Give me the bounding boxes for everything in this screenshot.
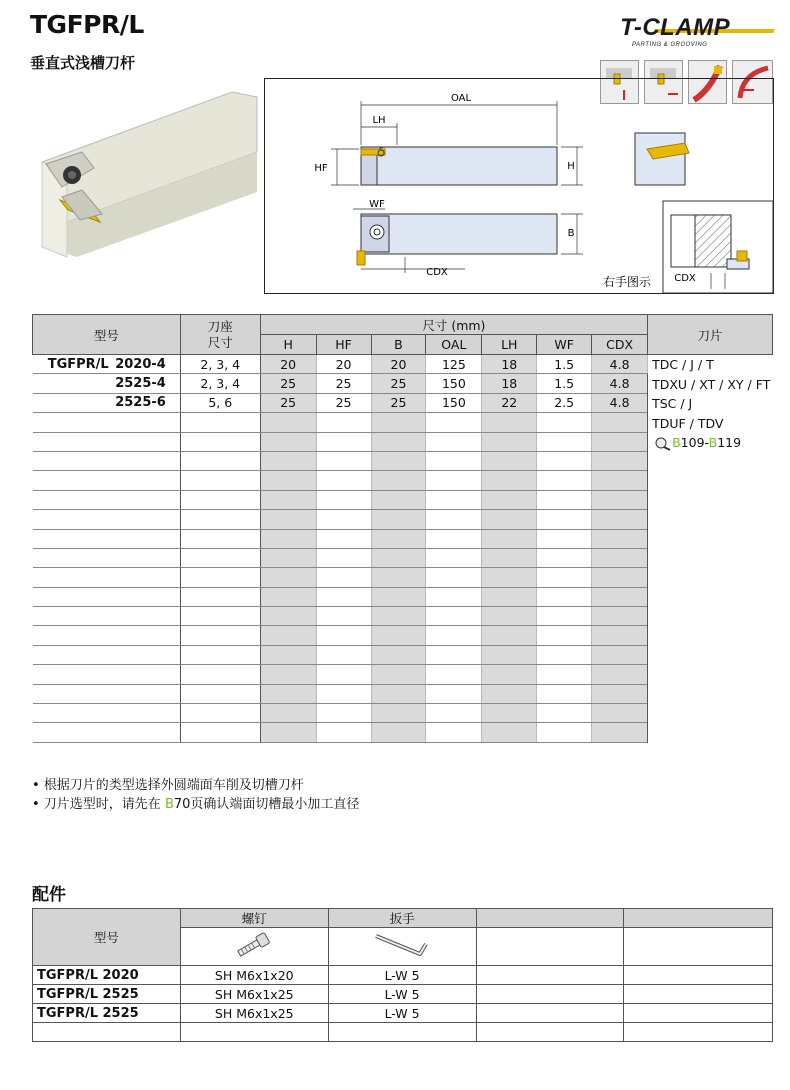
dim-cell-cdx: 4.8 bbox=[592, 355, 648, 374]
acc-wrench-cell: L-W 5 bbox=[328, 966, 476, 985]
logo-text: T-CLAMP bbox=[620, 14, 731, 41]
dim-cell-cdx bbox=[592, 568, 648, 587]
dim-cell-h bbox=[260, 510, 316, 529]
table-row bbox=[33, 966, 773, 985]
dim-cell-h bbox=[260, 723, 316, 742]
dim-cell-wf: 2.5 bbox=[537, 393, 592, 412]
acc-header-wrench: 扳手 bbox=[328, 909, 476, 928]
dim-cell-lh bbox=[482, 587, 537, 606]
dim-cell-oal bbox=[426, 451, 482, 470]
acc-wrench-cell: L-W 5 bbox=[328, 985, 476, 1004]
dim-cell-lh bbox=[482, 510, 537, 529]
acc-empty-cell bbox=[476, 1023, 624, 1042]
dim-cell-cdx bbox=[592, 645, 648, 664]
dim-cell-wf bbox=[537, 723, 592, 742]
model-cell bbox=[33, 529, 181, 548]
wrench-image-cell bbox=[328, 928, 476, 966]
acc-empty-cell bbox=[624, 1004, 773, 1023]
dim-cell-cdx bbox=[592, 510, 648, 529]
dim-cell-b: 20 bbox=[371, 355, 426, 374]
dim-cell-cdx: 4.8 bbox=[592, 393, 648, 412]
model-cell bbox=[33, 684, 181, 703]
dim-cell-h: 20 bbox=[260, 355, 316, 374]
dim-cell-cdx bbox=[592, 548, 648, 567]
dimension-diagram bbox=[264, 78, 774, 294]
header-model: 型号 bbox=[33, 315, 181, 355]
dim-cell-h bbox=[260, 665, 316, 684]
dim-cell-cdx bbox=[592, 490, 648, 509]
dim-cell-oal bbox=[426, 723, 482, 742]
holder-size-cell bbox=[180, 587, 260, 606]
acc-empty-cell bbox=[624, 966, 773, 985]
note-2: • 刀片选型时，请先在 B70页确认端面切槽最小加工直径 bbox=[32, 797, 360, 812]
dim-cell-h bbox=[260, 645, 316, 664]
dim-cell-wf bbox=[537, 510, 592, 529]
header-dim-cdx: CDX bbox=[592, 335, 648, 355]
diagram-caption: 右手图示 bbox=[602, 275, 652, 289]
dim-cell-wf bbox=[537, 548, 592, 567]
hex-wrench-icon bbox=[372, 930, 432, 960]
insert-list-cell bbox=[648, 355, 773, 743]
dim-cell-h: 25 bbox=[260, 393, 316, 412]
acc-header-empty-2 bbox=[624, 909, 773, 928]
dim-cell-cdx bbox=[592, 529, 648, 548]
dim-cell-wf bbox=[537, 432, 592, 451]
header-dim-b: B bbox=[371, 335, 426, 355]
dim-cell-h bbox=[260, 587, 316, 606]
brand-logo bbox=[614, 14, 774, 48]
table-row bbox=[33, 1023, 773, 1042]
dim-cell-wf bbox=[537, 451, 592, 470]
dim-cell-hf bbox=[316, 548, 371, 567]
dim-cell-hf bbox=[316, 684, 371, 703]
holder-size-cell bbox=[180, 510, 260, 529]
dim-cell-lh bbox=[482, 626, 537, 645]
model-cell: 2525-4 bbox=[33, 374, 181, 393]
dim-cell-hf bbox=[316, 645, 371, 664]
dim-cell-oal: 125 bbox=[426, 355, 482, 374]
dim-cell-lh bbox=[482, 607, 537, 626]
dim-cell-b bbox=[371, 432, 426, 451]
dim-cell-b bbox=[371, 490, 426, 509]
dim-cell-cdx bbox=[592, 723, 648, 742]
dim-cell-h bbox=[260, 413, 316, 432]
acc-model-cell: TGFPR/L 2020 bbox=[33, 966, 181, 985]
model-cell bbox=[33, 645, 181, 664]
dim-cell-h bbox=[260, 548, 316, 567]
dim-cell-b bbox=[371, 684, 426, 703]
acc-header-screw: 螺钉 bbox=[180, 909, 328, 928]
header-dimensions: 尺寸 (mm) bbox=[260, 315, 647, 335]
header-dim-oal: OAL bbox=[426, 335, 482, 355]
dim-cell-hf bbox=[316, 529, 371, 548]
accessories-table bbox=[32, 908, 773, 1042]
dim-cell-wf bbox=[537, 645, 592, 664]
dim-cell-lh bbox=[482, 548, 537, 567]
dim-cell-cdx bbox=[592, 432, 648, 451]
dim-cell-cdx bbox=[592, 471, 648, 490]
acc-empty-cell bbox=[624, 985, 773, 1004]
dim-cell-lh bbox=[482, 471, 537, 490]
dim-cell-hf bbox=[316, 626, 371, 645]
dim-cell-cdx bbox=[592, 451, 648, 470]
dim-cell-h bbox=[260, 471, 316, 490]
holder-size-cell bbox=[180, 665, 260, 684]
insert-type: TDXU / XT / XY / FT bbox=[652, 376, 771, 392]
dim-cell-hf bbox=[316, 451, 371, 470]
dim-cell-b bbox=[371, 471, 426, 490]
dim-cell-b bbox=[371, 548, 426, 567]
acc-model-cell bbox=[33, 1023, 181, 1042]
logo-subtext: PARTING & GROOVING bbox=[632, 42, 708, 48]
dim-cell-h bbox=[260, 626, 316, 645]
label-cdx: CDX bbox=[426, 267, 448, 278]
screw-icon bbox=[229, 930, 279, 960]
dim-cell-hf: 25 bbox=[316, 393, 371, 412]
product-photo bbox=[32, 82, 262, 262]
dim-cell-hf: 20 bbox=[316, 355, 371, 374]
model-cell bbox=[33, 568, 181, 587]
label-oal: OAL bbox=[450, 93, 472, 104]
dim-cell-lh bbox=[482, 704, 537, 723]
header-dim-wf: WF bbox=[537, 335, 592, 355]
holder-size-cell bbox=[180, 607, 260, 626]
dim-cell-oal bbox=[426, 510, 482, 529]
dim-cell-b: 25 bbox=[371, 393, 426, 412]
header-insert: 刀片 bbox=[648, 315, 773, 355]
dim-cell-oal bbox=[426, 587, 482, 606]
holder-size-cell bbox=[180, 645, 260, 664]
insert-type: TSC / J bbox=[652, 396, 693, 411]
dim-cell-lh bbox=[482, 529, 537, 548]
dim-cell-wf bbox=[537, 413, 592, 432]
model-cell bbox=[33, 471, 181, 490]
screw-image-cell bbox=[180, 928, 328, 966]
dim-cell-hf bbox=[316, 587, 371, 606]
acc-screw-cell: SH M6x1x20 bbox=[180, 966, 328, 985]
model-cell bbox=[33, 432, 181, 451]
holder-size-cell bbox=[180, 704, 260, 723]
page-subtitle: 垂直式浅槽刀杆 bbox=[30, 54, 136, 72]
dim-cell-lh bbox=[482, 413, 537, 432]
dim-cell-oal bbox=[426, 684, 482, 703]
dim-cell-lh: 18 bbox=[482, 374, 537, 393]
dim-cell-hf bbox=[316, 413, 371, 432]
dim-cell-lh: 22 bbox=[482, 393, 537, 412]
label-wf: WF bbox=[369, 199, 385, 210]
label-h: H bbox=[567, 161, 575, 172]
dim-cell-lh bbox=[482, 645, 537, 664]
acc-screw-cell: SH M6x1x25 bbox=[180, 1004, 328, 1023]
dim-cell-lh bbox=[482, 568, 537, 587]
model-cell: 2525-6 bbox=[33, 393, 181, 412]
acc-model-cell: TGFPR/L 2525 bbox=[33, 985, 181, 1004]
dim-cell-cdx bbox=[592, 684, 648, 703]
dim-cell-b bbox=[371, 626, 426, 645]
dim-cell-lh bbox=[482, 723, 537, 742]
model-cell bbox=[33, 587, 181, 606]
dim-cell-oal bbox=[426, 704, 482, 723]
holder-size-cell bbox=[180, 413, 260, 432]
dim-cell-b bbox=[371, 665, 426, 684]
holder-size-cell: 2, 3, 4 bbox=[180, 374, 260, 393]
dim-cell-cdx bbox=[592, 626, 648, 645]
dim-cell-hf: 25 bbox=[316, 374, 371, 393]
dim-cell-cdx bbox=[592, 665, 648, 684]
dim-cell-oal bbox=[426, 607, 482, 626]
dim-cell-h bbox=[260, 607, 316, 626]
acc-screw-cell bbox=[180, 1023, 328, 1042]
dim-cell-oal bbox=[426, 490, 482, 509]
dim-cell-oal bbox=[426, 568, 482, 587]
dim-cell-oal bbox=[426, 432, 482, 451]
acc-header-model: 型号 bbox=[33, 909, 181, 966]
acc-wrench-cell bbox=[328, 1023, 476, 1042]
notes bbox=[32, 776, 359, 814]
dim-cell-wf: 1.5 bbox=[537, 374, 592, 393]
label-cdx-inset: CDX bbox=[674, 273, 696, 284]
page-ref-letter[interactable]: B bbox=[164, 797, 174, 812]
table-row bbox=[33, 1004, 773, 1023]
dim-cell-cdx bbox=[592, 704, 648, 723]
insert-type: TDC / J / T bbox=[652, 357, 714, 372]
model-cell bbox=[33, 510, 181, 529]
dim-cell-lh bbox=[482, 432, 537, 451]
magnifier-icon bbox=[654, 437, 672, 451]
accessories-title: 配件 bbox=[32, 885, 66, 905]
holder-size-cell bbox=[180, 451, 260, 470]
dim-cell-oal bbox=[426, 665, 482, 684]
model-cell bbox=[33, 490, 181, 509]
acc-empty-cell bbox=[476, 985, 624, 1004]
dim-cell-oal bbox=[426, 626, 482, 645]
dim-cell-h: 25 bbox=[260, 374, 316, 393]
dim-cell-wf bbox=[537, 587, 592, 606]
dim-cell-oal: 150 bbox=[426, 374, 482, 393]
acc-model-cell: TGFPR/L 2525 bbox=[33, 1004, 181, 1023]
holder-size-cell: 2, 3, 4 bbox=[180, 355, 260, 374]
dim-cell-h bbox=[260, 568, 316, 587]
model-cell bbox=[33, 704, 181, 723]
holder-size-cell bbox=[180, 471, 260, 490]
insert-type: TDUF / TDV bbox=[652, 415, 724, 431]
header-holder-size: 刀座 尺寸 bbox=[180, 315, 260, 355]
label-b: B bbox=[567, 228, 575, 239]
model-cell: TGFPR/L 2020-4 bbox=[33, 355, 181, 374]
dim-cell-hf bbox=[316, 490, 371, 509]
dim-cell-h bbox=[260, 451, 316, 470]
acc-header-empty-1 bbox=[476, 909, 624, 928]
dim-cell-oal: 150 bbox=[426, 393, 482, 412]
dim-cell-lh bbox=[482, 665, 537, 684]
holder-size-cell bbox=[180, 529, 260, 548]
holder-size-cell bbox=[180, 568, 260, 587]
dim-cell-cdx bbox=[592, 413, 648, 432]
dim-cell-wf bbox=[537, 626, 592, 645]
holder-size-cell bbox=[180, 490, 260, 509]
header-dim-h: H bbox=[260, 335, 316, 355]
dim-cell-cdx bbox=[592, 607, 648, 626]
holder-size-cell bbox=[180, 684, 260, 703]
dim-cell-oal bbox=[426, 529, 482, 548]
dim-cell-b: 25 bbox=[371, 374, 426, 393]
model-cell bbox=[33, 413, 181, 432]
model-cell bbox=[33, 723, 181, 742]
dim-cell-wf: 1.5 bbox=[537, 355, 592, 374]
dim-cell-wf bbox=[537, 665, 592, 684]
dim-cell-h bbox=[260, 490, 316, 509]
acc-empty-cell bbox=[624, 1023, 773, 1042]
dim-cell-lh: 18 bbox=[482, 355, 537, 374]
dim-cell-wf bbox=[537, 704, 592, 723]
model-cell bbox=[33, 451, 181, 470]
insert-page-ref[interactable]: B109-B119 bbox=[652, 433, 772, 453]
page-title: TGFPR/L bbox=[30, 10, 144, 39]
label-hf: HF bbox=[314, 163, 328, 174]
dim-cell-wf bbox=[537, 490, 592, 509]
dim-cell-h bbox=[260, 432, 316, 451]
dim-cell-b bbox=[371, 568, 426, 587]
table-row bbox=[33, 355, 773, 374]
model-cell bbox=[33, 548, 181, 567]
note-1: • 根据刀片的类型选择外圆端面车削及切槽刀杆 bbox=[32, 778, 304, 793]
dim-cell-lh bbox=[482, 684, 537, 703]
model-cell bbox=[33, 607, 181, 626]
holder-size-cell: 5, 6 bbox=[180, 393, 260, 412]
dim-cell-wf bbox=[537, 471, 592, 490]
acc-screw-cell: SH M6x1x25 bbox=[180, 985, 328, 1004]
acc-empty-cell bbox=[476, 1004, 624, 1023]
dim-cell-b bbox=[371, 413, 426, 432]
dim-cell-oal bbox=[426, 413, 482, 432]
spec-table bbox=[32, 314, 773, 743]
dim-cell-hf bbox=[316, 704, 371, 723]
dim-cell-b bbox=[371, 607, 426, 626]
model-cell bbox=[33, 665, 181, 684]
dim-cell-b bbox=[371, 451, 426, 470]
dim-cell-lh bbox=[482, 451, 537, 470]
acc-wrench-cell: L-W 5 bbox=[328, 1004, 476, 1023]
dim-cell-b bbox=[371, 529, 426, 548]
table-row bbox=[33, 985, 773, 1004]
dim-cell-wf bbox=[537, 568, 592, 587]
holder-size-cell bbox=[180, 548, 260, 567]
dim-cell-h bbox=[260, 529, 316, 548]
acc-empty-cell bbox=[476, 966, 624, 985]
dim-cell-hf bbox=[316, 607, 371, 626]
dim-cell-hf bbox=[316, 471, 371, 490]
holder-size-cell bbox=[180, 626, 260, 645]
dim-cell-b bbox=[371, 587, 426, 606]
dim-cell-hf bbox=[316, 568, 371, 587]
dim-cell-oal bbox=[426, 548, 482, 567]
dim-cell-cdx bbox=[592, 587, 648, 606]
dim-cell-h bbox=[260, 704, 316, 723]
dim-cell-b bbox=[371, 645, 426, 664]
dim-cell-oal bbox=[426, 471, 482, 490]
model-cell bbox=[33, 626, 181, 645]
dim-cell-lh bbox=[482, 490, 537, 509]
dim-cell-b bbox=[371, 510, 426, 529]
dim-cell-cdx: 4.8 bbox=[592, 374, 648, 393]
header-dim-lh: LH bbox=[482, 335, 537, 355]
dim-cell-wf bbox=[537, 684, 592, 703]
dim-cell-wf bbox=[537, 529, 592, 548]
holder-size-cell bbox=[180, 432, 260, 451]
dim-cell-hf bbox=[316, 665, 371, 684]
dim-cell-oal bbox=[426, 645, 482, 664]
label-lh: LH bbox=[372, 115, 386, 126]
holder-size-cell bbox=[180, 723, 260, 742]
dim-cell-wf bbox=[537, 607, 592, 626]
dim-cell-b bbox=[371, 723, 426, 742]
dim-cell-b bbox=[371, 704, 426, 723]
dim-cell-hf bbox=[316, 432, 371, 451]
dim-cell-hf bbox=[316, 510, 371, 529]
dim-cell-h bbox=[260, 684, 316, 703]
dim-cell-hf bbox=[316, 723, 371, 742]
header-dim-hf: HF bbox=[316, 335, 371, 355]
